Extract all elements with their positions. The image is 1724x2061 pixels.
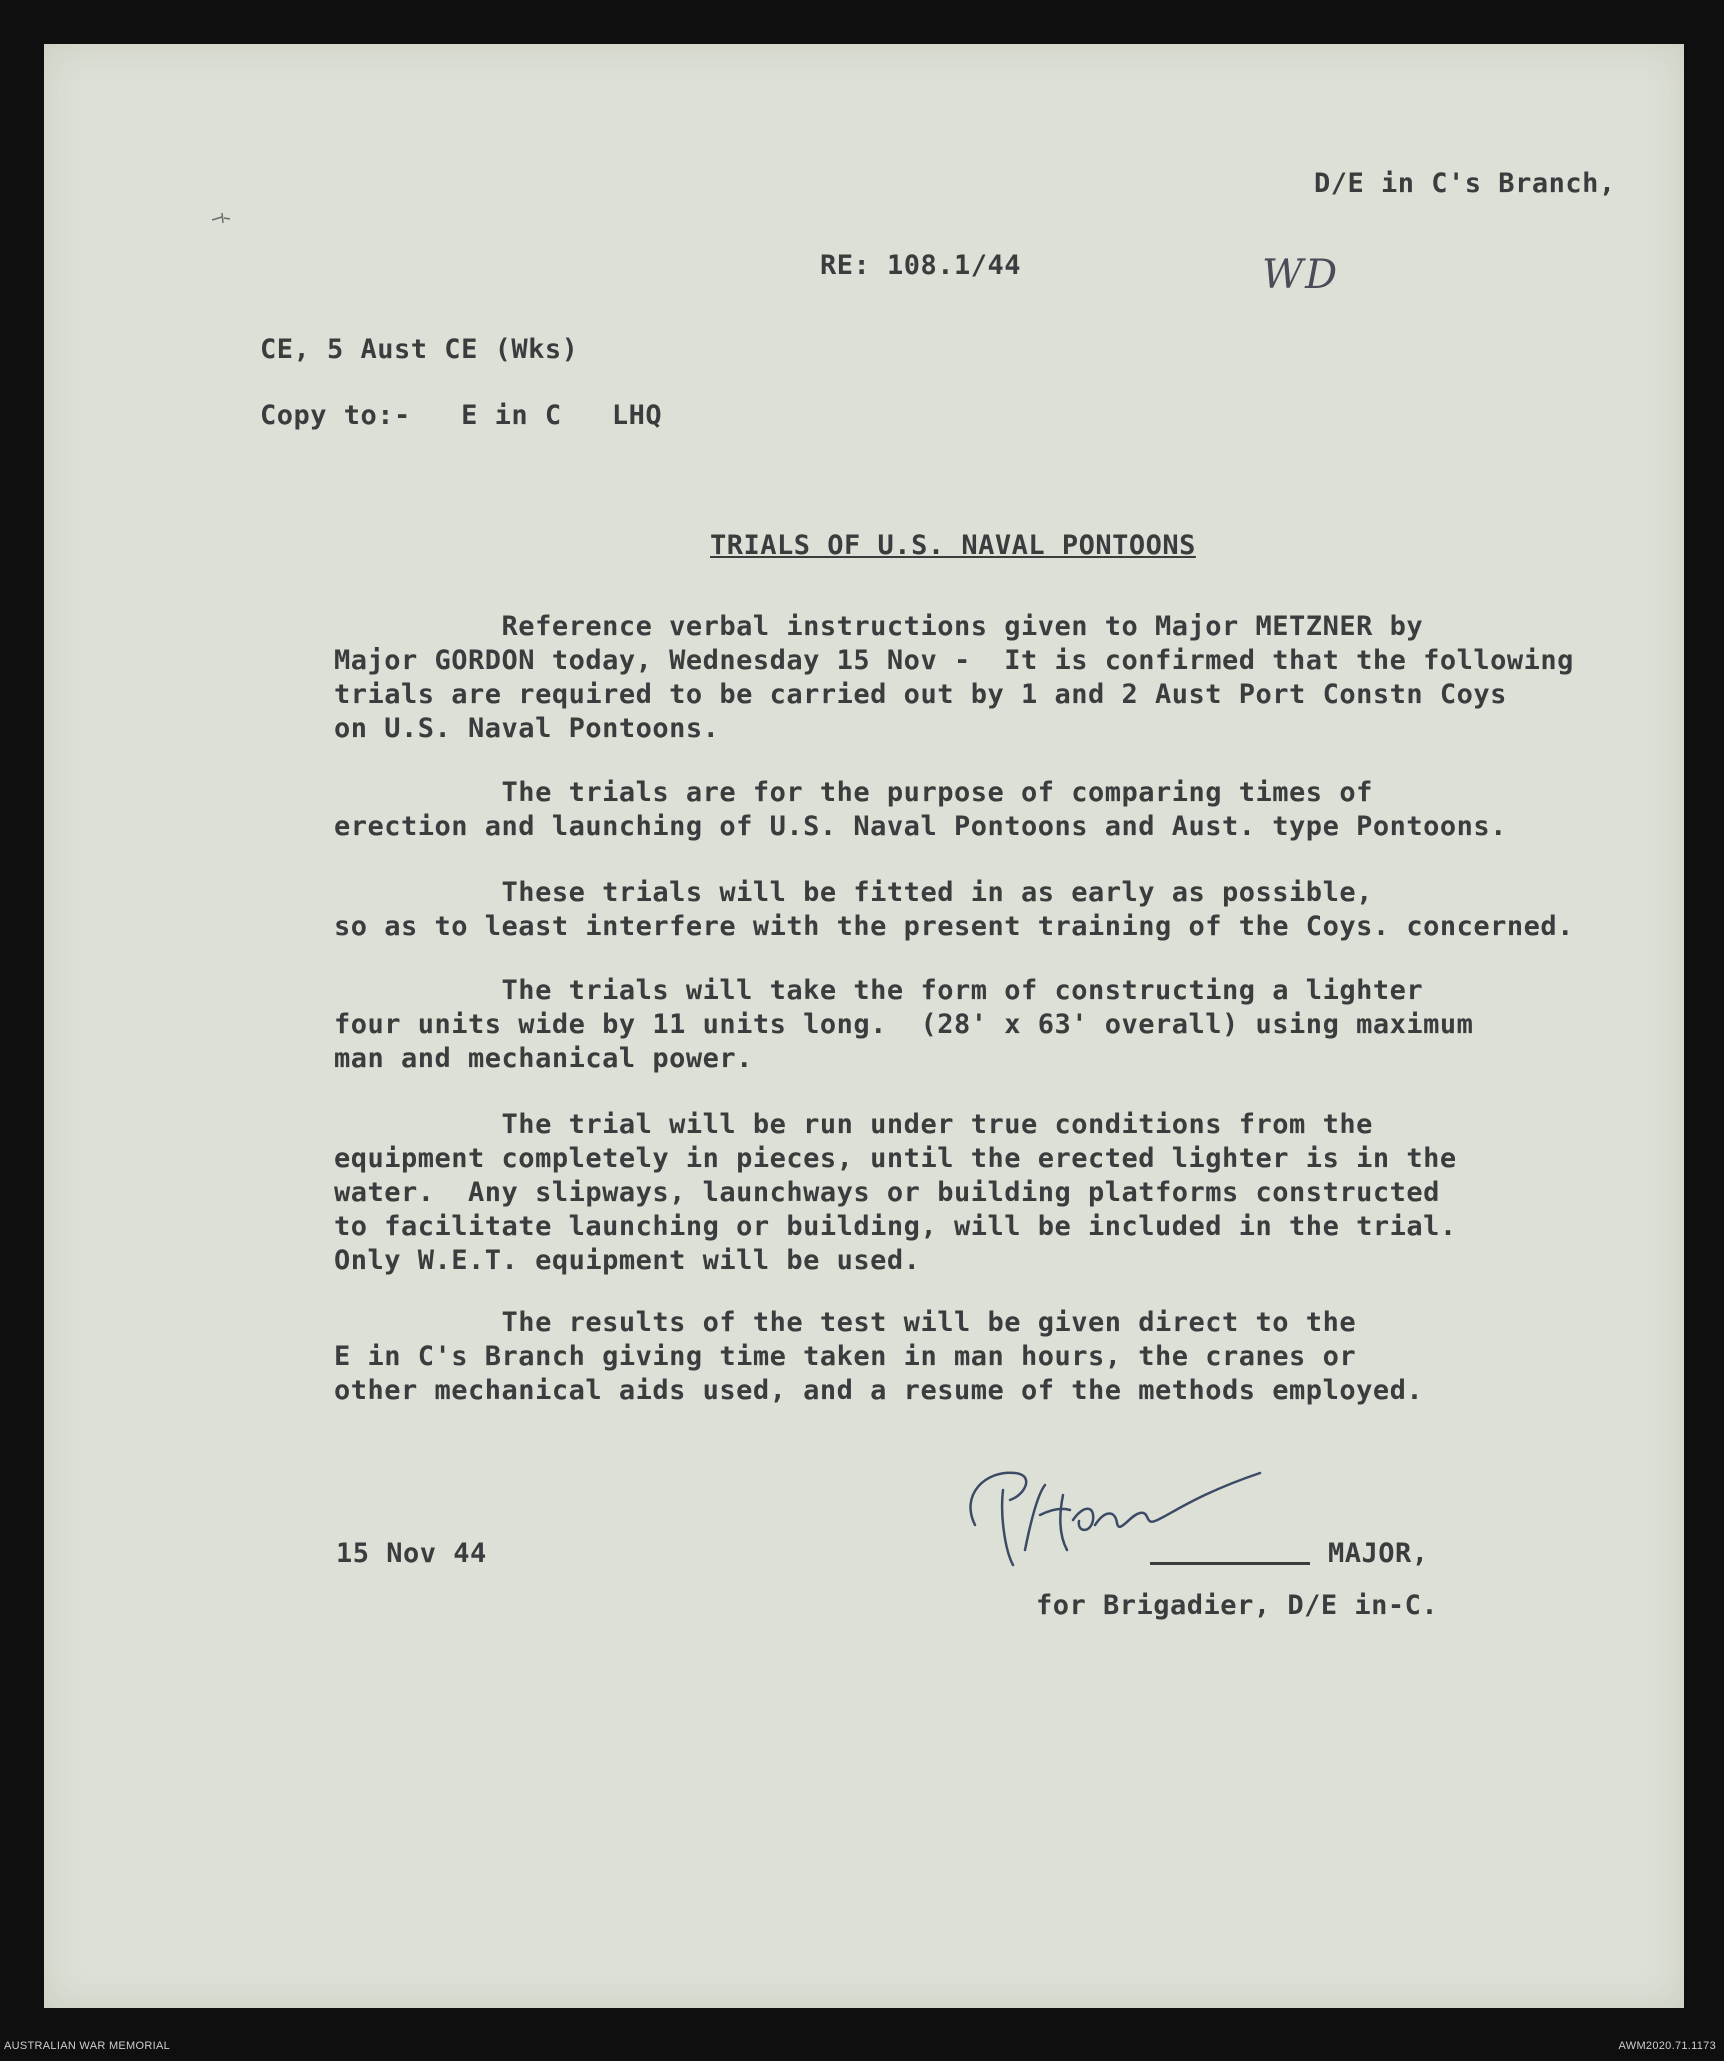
text-line: water. Any slipways, launchways or building platforms constructed [334, 1177, 1440, 1208]
text-line: Major GORDON today, Wednesday 15 Nov - It is confirmed that the following [334, 645, 1574, 676]
text-line: equipment completely in pieces, until the erected lighter is in the [334, 1143, 1457, 1174]
text-line: E in C's Branch giving time taken in man hours, the cranes or [334, 1341, 1357, 1372]
text-line: The trials are for the purpose of comparing times of [334, 777, 1373, 808]
text-line: Only W.E.T. equipment will be used. [334, 1245, 921, 1276]
signature-line [1150, 1562, 1310, 1565]
reference-number: RE: 108.1/44 [820, 250, 1022, 281]
paragraph-5 [334, 1108, 1457, 1278]
text-line: so as to least interfere with the present training of the Coys. concerned. [334, 911, 1574, 942]
paragraph-3 [334, 876, 1574, 944]
pencil-mark [210, 210, 232, 226]
text-line: other mechanical aids used, and a resume of the methods employed. [334, 1375, 1424, 1406]
text-line: man and mechanical power. [334, 1043, 753, 1074]
paragraph-4 [334, 974, 1473, 1076]
document-title: TRIALS OF U.S. NAVAL PONTOONS [710, 530, 1196, 561]
signatory-for-line: for Brigadier, D/E in-C. [1036, 1590, 1439, 1621]
text-line: The results of the test will be given direct to the [334, 1307, 1357, 1338]
handwritten-note: WD [1262, 252, 1340, 298]
addressee: CE, 5 Aust CE (Wks) [260, 334, 579, 365]
text-line: to facilitate launching or building, will be included in the trial. [334, 1211, 1457, 1242]
text-line: on U.S. Naval Pontoons. [334, 713, 720, 744]
paragraph-6 [334, 1306, 1423, 1408]
branch-heading: D/E in C's Branch, [1314, 168, 1616, 199]
text-line: four units wide by 11 units long. (28' x 63' overall) using maximum [334, 1009, 1474, 1040]
text-line: These trials will be fitted in as early as possible, [334, 877, 1373, 908]
text-line: trials are required to be carried out by 1 and 2 Aust Port Constn Coys [334, 679, 1507, 710]
paragraph-1 [334, 610, 1574, 746]
text-line: Reference verbal instructions given to Major METZNER by [334, 611, 1424, 642]
signature [955, 1455, 1285, 1575]
paragraph-2 [334, 776, 1507, 844]
signatory-rank: MAJOR, [1328, 1538, 1429, 1569]
text-line: The trials will take the form of constructing a lighter [334, 975, 1424, 1006]
text-line: The trial will be run under true conditions from the [334, 1109, 1373, 1140]
footer-source: AUSTRALIAN WAR MEMORIAL [4, 2040, 171, 2052]
footer-accession: AWM2020.71.1173 [1618, 2040, 1716, 2052]
copy-to-line: Copy to:- E in C LHQ [260, 400, 663, 431]
text-line: erection and launching of U.S. Naval Pontoons and Aust. type Pontoons. [334, 811, 1507, 842]
closing-date: 15 Nov 44 [336, 1538, 487, 1569]
